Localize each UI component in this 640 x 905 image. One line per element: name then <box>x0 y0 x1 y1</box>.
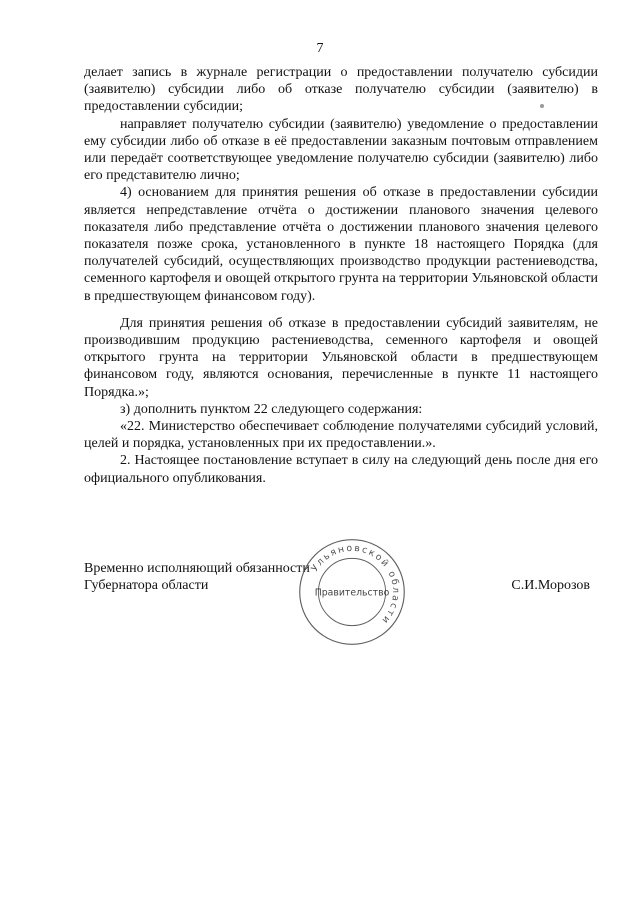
paragraph-entry-into-force: 2. Настоящее постановление вступает в силу на следующий день после дня его официального опубликования. <box>84 453 598 486</box>
seal-ring-text: Ульяновской области <box>309 542 402 627</box>
paragraph-clause-22: «22. Министерство обеспечивает соблюдение получателями субсидий условий, целей и порядка, установленных при их предоставлении.». <box>84 419 598 452</box>
signature-block <box>84 542 598 650</box>
paragraph-applicants-refusal: Для принятия решения об отказе в предоставлении субсидий заявителям, не производившим продукцию растениеводства, семенного картофеля и овощей открытого грунта на территории Ульяновской области в предшествующем финансовом году, являются основания, перечисленные в пункте 11 настоящего Порядка.»; <box>84 315 598 400</box>
seal-center-text: Правительство <box>314 587 390 599</box>
paragraph-notification: направляет получателю субсидии (заявителю) уведомление о предоставлении ему субсидии либо об отказе в её предоставлении заказным почтовым отправлением или передаёт соответствующее уведомление получателю субсидии (заявителю) либо его представителю лично; <box>84 116 598 184</box>
paragraph-refusal-grounds: 4) основанием для принятия решения об отказе в предоставлении субсидии является непредставление отчёта о достижении планового значения целевого показателя либо представление отчёта о достижении планового значения целевого показателя позже срока, установленного в пункте 18 настоящего Порядка (для получателей субсидий, осуществляющих производство продукции растениеводства, семенного картофеля и овощей открытого грунта на территории Ульяновской области в предшествующем финансовом году). <box>84 185 598 304</box>
official-seal-icon <box>296 536 408 648</box>
signatory-position-line2: Губернатора области <box>84 578 209 594</box>
document-body <box>84 64 598 487</box>
paragraph-amendment-22: з) дополнить пунктом 22 следующего содержания: <box>120 401 423 417</box>
signatory-position-line1: Временно исполняющий обязанности <box>84 561 310 576</box>
signatory-name: С.И.Морозов <box>511 578 590 593</box>
page-number: 7 <box>316 41 324 56</box>
paragraph-journal-entry: делает запись в журнале регистрации о предоставлении получателю субсидии (заявителю) субсидии либо об отказе получателю субсидии (заявителю) в предоставлении субсидии; <box>84 65 598 115</box>
